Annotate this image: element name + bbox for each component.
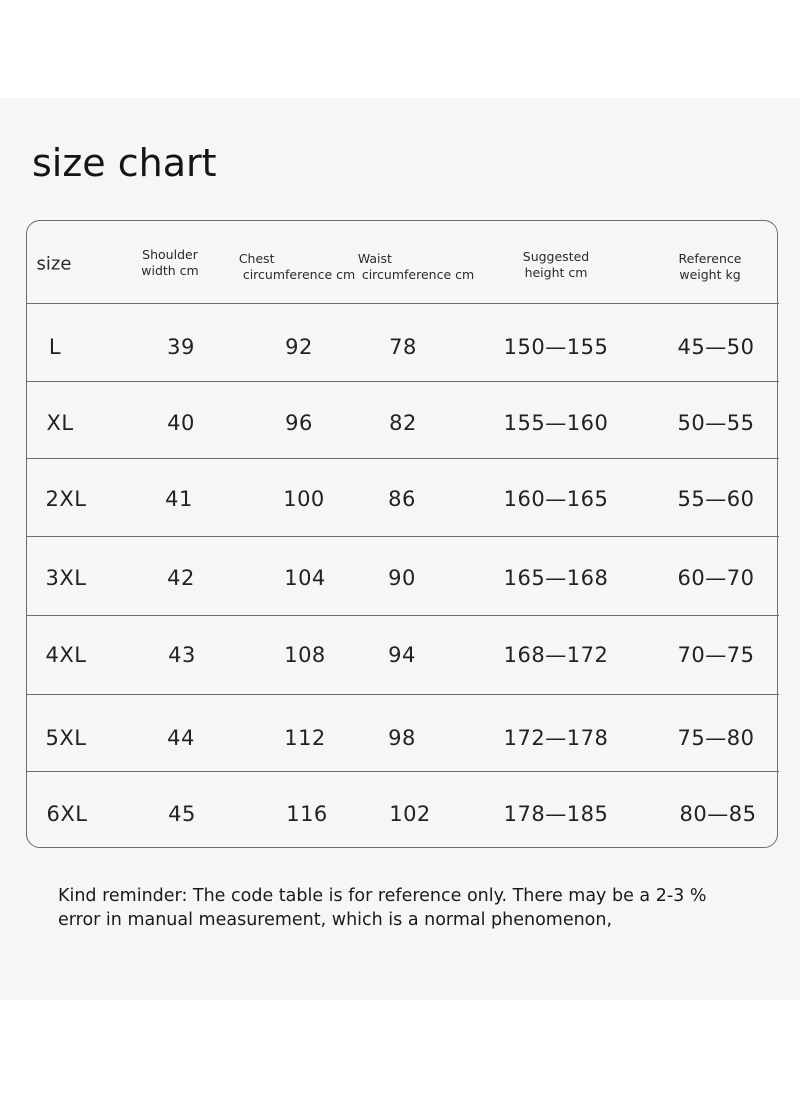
kind-reminder-note: Kind reminder: The code table is for reference only. There may be a 2-3 % error in manual measurement, which is a normal phenomenon, [58, 886, 707, 930]
row-divider [27, 536, 779, 537]
chest-cell: 116 [286, 802, 328, 826]
row-divider [27, 771, 779, 772]
waist-cell: 98 [388, 726, 416, 750]
header-shoulder-width [141, 247, 198, 279]
header-size: size [36, 253, 72, 275]
weight-cell: 70—75 [677, 643, 755, 667]
weight-cell: 55—60 [677, 487, 755, 511]
header-label: circumference cm [361, 267, 475, 282]
chest-cell: 108 [284, 643, 326, 667]
height-cell: 178—185 [503, 802, 609, 826]
height-cell: 155—160 [503, 411, 609, 435]
waist-cell: 94 [388, 643, 416, 667]
height-cell: 168—172 [503, 643, 609, 667]
waist-cell: 102 [389, 802, 431, 826]
waist-cell: 90 [388, 566, 416, 590]
header-label: Suggested [522, 249, 590, 264]
weight-cell: 75—80 [677, 726, 755, 750]
header-label: Reference [678, 251, 742, 266]
weight-cell: 45—50 [677, 335, 755, 359]
chest-cell: 96 [285, 411, 313, 435]
header-label: Chest [238, 251, 275, 266]
header-label: Waist [357, 251, 392, 266]
header-chest-circumference [239, 251, 355, 283]
header-label: circumference cm [242, 267, 356, 282]
size-cell: 5XL [45, 726, 87, 750]
shoulder-cell: 43 [168, 643, 196, 667]
weight-cell: 80—85 [679, 802, 757, 826]
row-divider [27, 303, 779, 304]
header-label: height cm [524, 265, 588, 280]
size-cell: 6XL [46, 802, 88, 826]
row-divider [27, 694, 779, 695]
chest-cell: 112 [284, 726, 326, 750]
size-cell: 2XL [45, 487, 87, 511]
weight-cell: 60—70 [677, 566, 755, 590]
height-cell: 160—165 [503, 487, 609, 511]
height-cell: 172—178 [503, 726, 609, 750]
waist-cell: 82 [389, 411, 417, 435]
header-reference-weight [679, 251, 742, 283]
shoulder-cell: 42 [167, 566, 195, 590]
shoulder-cell: 41 [165, 487, 193, 511]
weight-cell: 50—55 [677, 411, 755, 435]
shoulder-cell: 45 [168, 802, 196, 826]
row-divider [27, 615, 779, 616]
chest-cell: 104 [284, 566, 326, 590]
height-cell: 165—168 [503, 566, 609, 590]
header-label: weight kg [679, 267, 741, 282]
shoulder-cell: 39 [167, 335, 195, 359]
chest-cell: 100 [283, 487, 325, 511]
waist-cell: 86 [388, 487, 416, 511]
row-divider [27, 381, 779, 382]
size-cell: 3XL [45, 566, 87, 590]
header-waist-circumference [358, 251, 474, 283]
row-divider [27, 458, 779, 459]
waist-cell: 78 [389, 335, 417, 359]
height-cell: 150—155 [503, 335, 609, 359]
size-table [26, 220, 778, 848]
header-suggested-height [523, 249, 589, 281]
shoulder-cell: 44 [167, 726, 195, 750]
size-cell: XL [46, 411, 74, 435]
shoulder-cell: 40 [167, 411, 195, 435]
size-cell: 4XL [45, 643, 87, 667]
chest-cell: 92 [285, 335, 313, 359]
header-label: width cm [141, 263, 199, 278]
header-label: Shoulder [142, 247, 198, 262]
page-title: size chart [32, 141, 217, 185]
size-cell: L [48, 335, 62, 359]
